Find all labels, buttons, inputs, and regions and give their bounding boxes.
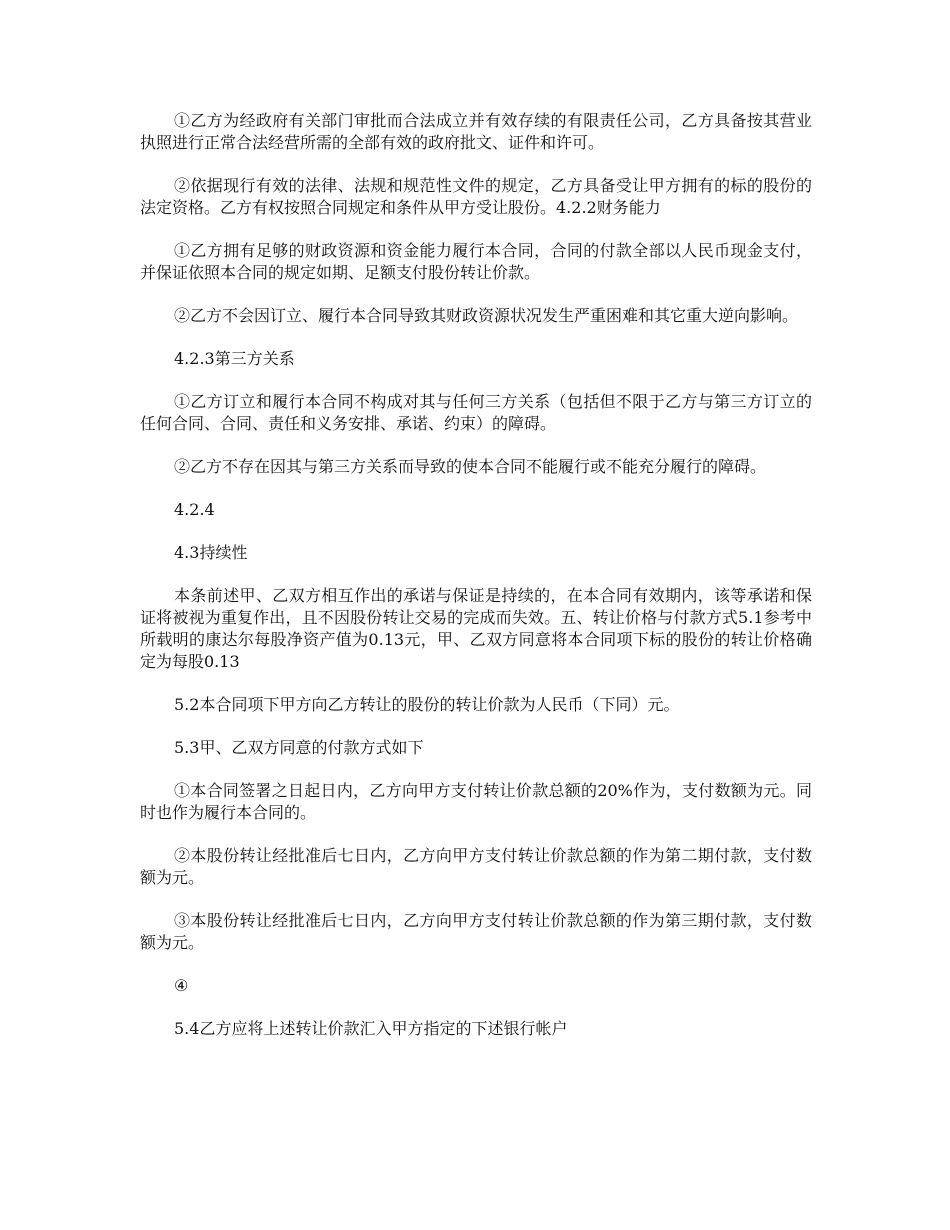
section-heading: 4.2.3第三方关系 [174,349,295,368]
paragraph: 5.4乙方应将上述转让价款汇入甲方指定的下述银行帐户 [174,1019,568,1038]
paragraph: ②依据现行有效的法律、法规和规范性文件的规定，乙方具备受让甲方拥有的标的股份的法定资格。乙方有权按照合同规定和条件从甲方受让股份。4.2.2财务能力 [140,176,812,217]
paragraph: ①乙方为经政府有关部门审批而合法成立并有效存续的有限责任公司，乙方具备按其营业执照进行正常合法经营所需的全部有效的政府批文、证件和许可。 [140,111,812,152]
paragraph: ④ [174,976,189,995]
paragraph: ①乙方拥有足够的财政资源和资金能力履行本合同，合同的付款全部以人民币现金支付，并保证依照本合同的规定如期、足额支付股份转让价款。 [140,241,812,282]
document-body [140,110,812,1040]
section-heading: 4.2.4 [174,500,215,519]
paragraph: 本条前述甲、乙双方相互作出的承诺与保证是持续的，在本合同有效期内，该等承诺和保证将被视为重复作出，且不因股份转让交易的完成而失效。五、转让价格与付款方式5.1参考中所载明的康达尔每股净资产值为0.13元，甲、乙双方同意将本合同项下标的股份的转让价格确定为每股0.13 [140,586,812,671]
paragraph: ②乙方不会因订立、履行本合同导致其财政资源状况发生严重困难和其它重大逆向影响。 [174,306,799,325]
paragraph: ③本股份转让经批准后七日内，乙方向甲方支付转让价款总额的作为第三期付款，支付数额为元。 [140,911,812,952]
section-heading: 4.3持续性 [174,543,248,562]
paragraph: 5.2本合同项下甲方向乙方转让的股份的转让价款为人民币（下同）元。 [174,695,680,714]
paragraph: ①乙方订立和履行本合同不构成对其与任何三方关系（包括但不限于乙方与第三方订立的任何合同、合同、责任和义务安排、承诺、约束）的障碍。 [140,392,812,433]
paragraph: ②本股份转让经批准后七日内，乙方向甲方支付转让价款总额的作为第二期付款，支付数额为元。 [140,846,812,887]
paragraph: 5.3甲、乙双方同意的付款方式如下 [174,738,424,757]
paragraph: ②乙方不存在因其与第三方关系而导致的使本合同不能履行或不能充分履行的障碍。 [174,457,767,476]
paragraph: ①本合同签署之日起日内，乙方向甲方支付转让价款总额的20%作为，支付数额为元。同时也作为履行本合同的。 [140,781,812,822]
